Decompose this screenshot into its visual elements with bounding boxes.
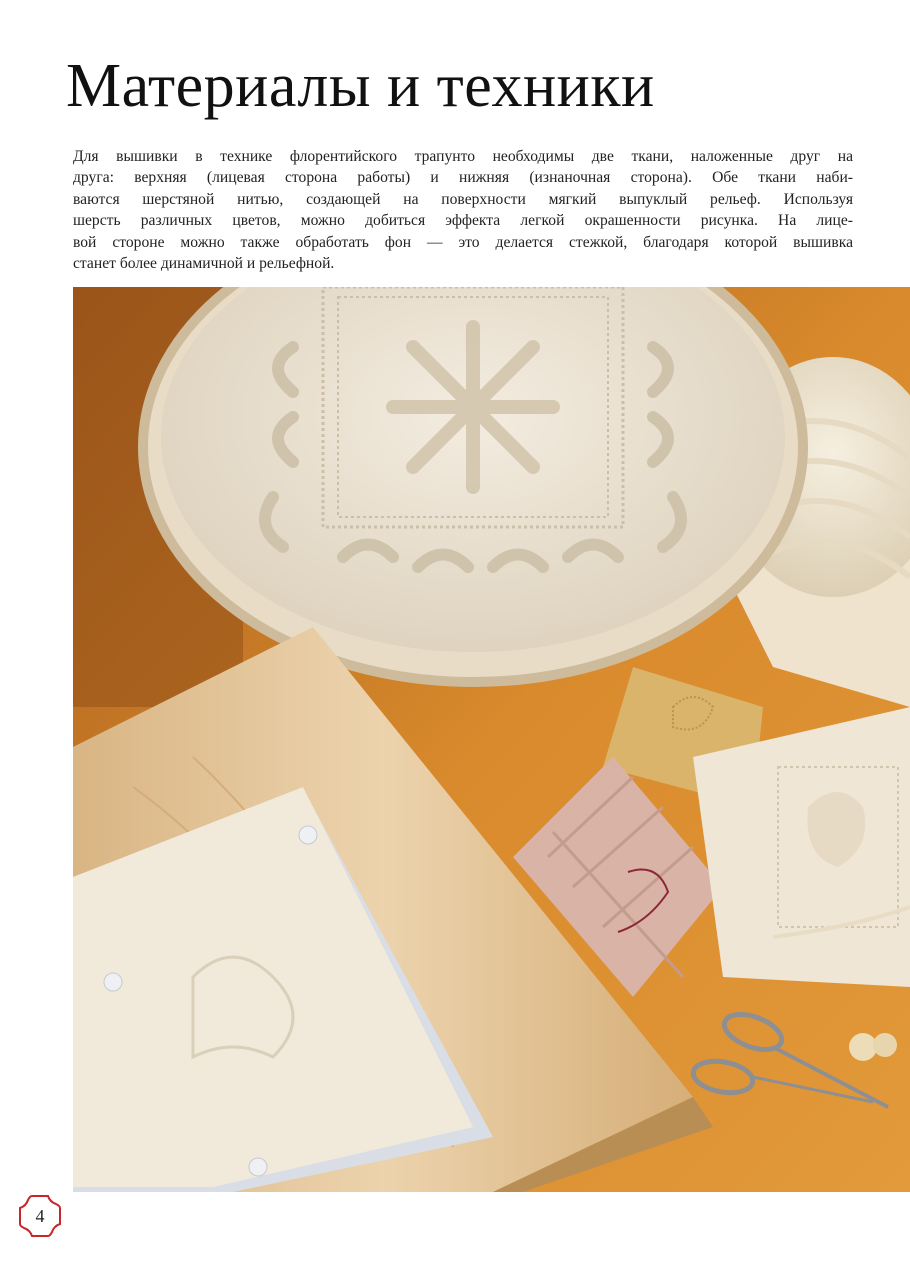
intro-line: вой стороне можно также обработать фон — это делается стежкой, благодаря которой вышивка — [73, 233, 853, 251]
photo-illustration — [73, 287, 910, 1192]
page-number: 4 — [35, 1206, 45, 1226]
intro-line: друга: верхняя (лицевая сторона работы) и нижняя (изнаночная сторона). Обе ткани наби- — [73, 169, 853, 187]
intro-line: станет более динамичной и рельефной. — [73, 255, 335, 273]
intro-line: ваются шерстяной нитью, создающей на поверхности мягкий выпуклый рельеф. Используя — [73, 190, 853, 208]
page-number-badge — [18, 1194, 62, 1238]
embroidery-photo — [73, 287, 910, 1192]
page-title: Материалы и техники — [66, 52, 655, 120]
intro-paragraph — [73, 146, 853, 274]
intro-line: Для вышивки в технике флорентийского трапунто необходимы две ткани, наложенные друг на — [73, 148, 853, 165]
intro-line: шерсть различных цветов, можно добиться эффекта легкой окрашенности рисунка. На лице- — [73, 212, 853, 230]
